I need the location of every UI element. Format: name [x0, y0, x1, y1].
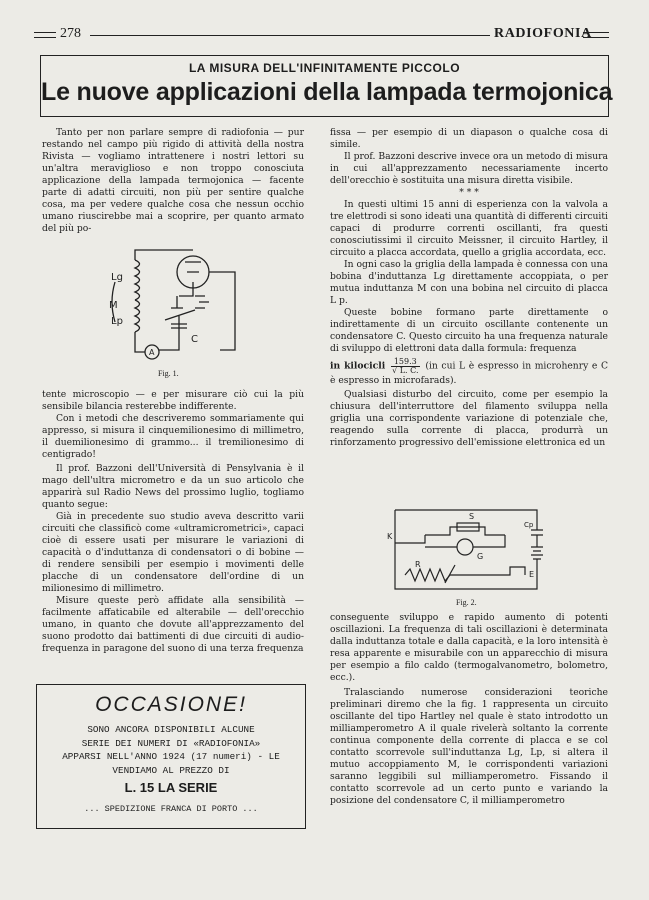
advertisement-box — [36, 684, 306, 829]
fig2-label-g: G — [477, 552, 484, 561]
right-column-top — [330, 127, 608, 449]
header-rule — [90, 35, 490, 36]
ad-price: L. 15 LA SERIE — [124, 780, 218, 795]
ad-shipping: ... SPEDIZIONE FRANCA DI PORTO ... — [84, 804, 258, 814]
fig1-label-a: A — [149, 348, 155, 357]
header-rule-left-1 — [34, 32, 56, 33]
fig1-label-m: M — [109, 300, 118, 311]
fig2-label-cp: Cp — [524, 521, 534, 529]
paragraph-oscillations: conseguente sviluppo e rapido aumento di potenti oscillazioni. La frequenza di tali oscillazioni è determinata dalla induttanza totale e dalla capacità, e la loro intensità è resa apparente e misurabile con un apparecchio di misura per esempio a filo caldo (termogalvanometro, bolometro, ecc.). — [330, 612, 608, 683]
figure-1-caption: Fig. 1. — [158, 369, 179, 378]
fig1-capacitor-icon — [171, 316, 187, 332]
article-kicker: LA MISURA DELL'INFINITAMENTE PICCOLO — [188, 61, 461, 75]
section-separator: * * * — [459, 187, 479, 198]
paragraph-oscillating-circuits: In questi ultimi 15 anni di esperienza con la valvola a tre elettrodi si sono ideati una quantità di differenti circuiti capaci di produrre correnti oscillanti, fra questi conosciutissimi il circuito Meissner, il circuito Hartley, il circuito a placca accordata, quello a griglia accordata, ecc. — [330, 199, 608, 258]
fig2-galvanometer-icon — [457, 539, 473, 555]
figure-2-circuit — [385, 505, 555, 597]
left-column-bottom — [42, 389, 304, 655]
ad-line-3: APPARSI NELL'ANNO 1924 (17 numeri) - LE — [62, 751, 280, 762]
fig1-coil-lg — [135, 260, 140, 300]
fig2-label-e: E — [529, 570, 535, 579]
formula-numerator: 159.3 — [391, 357, 420, 367]
header-rule-right-1 — [583, 32, 609, 33]
paragraph-intro: Tanto per non parlare sempre di radiofonia — pur restando nel campo più rigido di attività della nostra Rivista — vogliamo intrattenere i nostri lettori su un'altra meraviglioso e non troppo conosciuta applicazione della lampada termojonica — facente parte di adatti circuiti, non più per sentire qualche cosa, ma per vedere qualche cosa che nessun occhio umano riuscirebbe mai a scoprire, per quanto armato del più po- — [42, 127, 304, 234]
fig1-label-c: C — [191, 334, 198, 345]
header-rule-right-2 — [583, 37, 609, 38]
fig2-battery-icon — [531, 547, 543, 559]
paragraph-hartley: Tralasciando numerose considerazioni teoriche preliminari diremo che la fig. 1 rappresenta un circuito oscillante del tipo Hartley nel quale è stato introdotto un milliamperometro A il quale rivelerà soltanto la corrente continua componente della corrente di placca e se col contatto scorrevole sull'induttanza Lg, Lp, si altera il mutuo accoppiamento M, le corrispondenti variazioni saranno leggibili sul milliamperometro. Fissando il contatto scorrevole ad un certo punto e variando la posizione del condensatore C, il milliamperometro — [330, 687, 608, 806]
paragraph-frequency: Queste bobine formano parte direttamente o indirettamente di un circuito oscillante contenente un condensatore C. Questo circuito ha una frequenza naturale di sviluppo di elettroni data dalla formula: frequenza — [330, 307, 608, 354]
ad-line-4: VENDIAMO AL PREZZO DI — [112, 764, 230, 776]
header-rule-left-2 — [34, 37, 56, 38]
left-column-top — [42, 127, 304, 235]
fig1-label-lg: Lg — [111, 272, 123, 283]
paragraph-ultramicrometric: Già in precedente suo studio aveva descritto varii circuiti che classificò come «ultramicrometrici», capaci cioè di essere usati per misurare le variazioni di capacità o d'induttanza di condensatori o di bobine — di rendere sensibili per esempio i movimenti delle placche di un condensatore dell'ordine di un milionesimo di millimetro. — [42, 511, 304, 594]
fig2-label-k: K — [387, 532, 393, 541]
paragraph-bazzoni: Il prof. Bazzoni dell'Università di Pensylvania è il mago dell'ultra micrometro e da un suo articolo che apparirà sul Radio News del prossimo luglio, togliamo quanto segue: — [42, 463, 304, 510]
frequency-formula — [391, 357, 420, 375]
article-title: Le nuove applicazioni della lampada termojonica — [41, 78, 613, 106]
formula-line — [330, 357, 608, 387]
paragraph-microscope: tente microscopio — e per misurare ciò cui la più sensibile bilancia resterebbe indifferente. — [42, 389, 304, 412]
paragraph-diapason: fissa — per esempio di un diapason o qualche cosa di simile. — [330, 127, 608, 150]
paragraph-grid-coil: In ogni caso la griglia della lampada è connessa con una bobina d'induttanza Lg direttamente accoppiata, o per mutua induttanza M con una bobina nel circuito di placca L p. — [330, 259, 608, 306]
formula-prefix: in kilocicli — [330, 360, 386, 372]
paragraph-methods: Con i metodi che descriveremo sommariamente qui appresso, si misura il cinquemilionesimo di millimetro, il duemilionesimo di grammo... il tremilionesimo di centigrado! — [42, 413, 304, 460]
page-number: 278 — [60, 26, 81, 41]
fig1-label-lp: Lp — [111, 316, 123, 327]
ad-body — [37, 723, 305, 777]
journal-name: RADIOFONIA — [494, 26, 592, 41]
ad-line-1: SONO ANCORA DISPONIBILI ALCUNE — [87, 724, 255, 735]
title-box — [40, 55, 613, 117]
figure-1-circuit — [95, 232, 245, 372]
fig2-label-r: R — [415, 560, 421, 569]
fig1-coil-lp — [135, 300, 140, 332]
fig1-battery-icon — [195, 296, 209, 308]
ad-title: OCCASIONE! — [95, 693, 247, 716]
right-column-bottom — [330, 612, 608, 807]
fig2-capacitor-icon — [531, 530, 543, 535]
ad-line-2: SERIE DEI NUMERI DI «RADIOFONIA» — [81, 737, 261, 749]
fig2-label-s: S — [469, 512, 475, 521]
formula-suffix: (in cui L è espresso in microhenry e C è espresso in microfarads). — [330, 360, 609, 386]
figure-2-caption: Fig. 2. — [456, 598, 477, 607]
paragraph-disturbance: Qualsiasi disturbo del circuito, come per esempio la chiusura dell'interruttore del filamento sviluppa nella griglia una corrispondente variazione di potenziale che, reagendo sulla corrente di placca, produrrà un rinforzamento progressivo dell'emissione elettronica ed un — [330, 389, 608, 448]
paragraph-ear-sensitivity: Misure queste però affidate alla sensibilità — facilmente affaticabile ed alterabile — dell'orecchio umano, in quanto che dovute all'apprezzamento del suono prodotto dai battimenti di due circuiti di audio-frequenza in paragone del suono di una terza frequenza — [42, 595, 304, 654]
formula-denominator: √ L. C. — [392, 366, 419, 375]
paragraph-visible-measure: Il prof. Bazzoni descrive invece ora un metodo di misura in cui all'apprezzamento necessariamente incerto dell'orecchio è sostituita una misura diretta visibile. — [330, 151, 608, 186]
